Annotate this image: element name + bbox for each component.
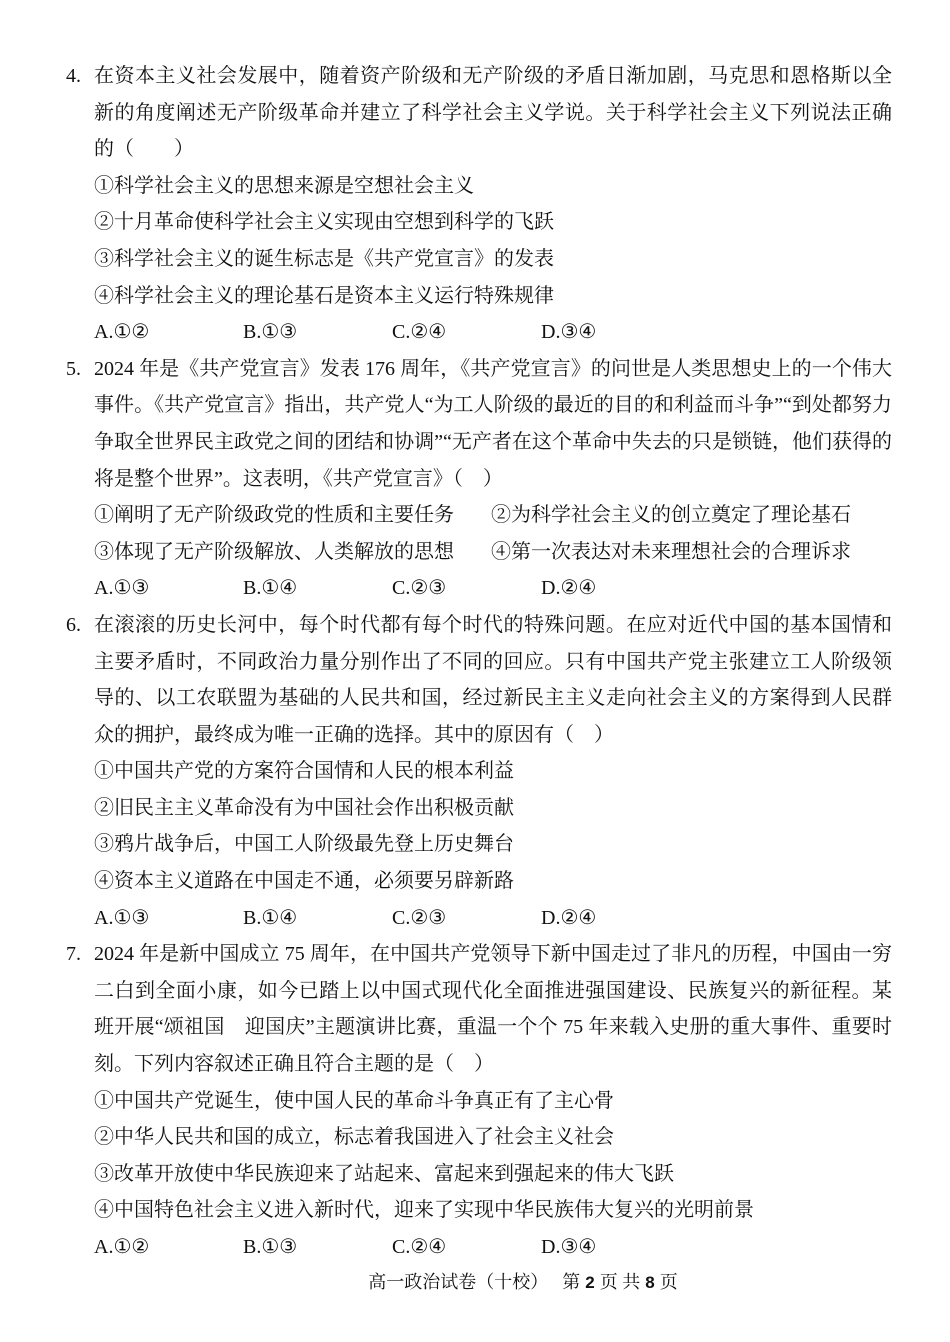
option-b: B.①③ — [243, 321, 298, 344]
statement-line: ③体现了无产阶级解放、人类解放的思想 — [94, 540, 454, 563]
statement-line: ④科学社会主义的理论基石是资本主义运行特殊规律 — [94, 284, 554, 307]
question-number: 4. — [66, 65, 81, 87]
option-b: B.①④ — [243, 906, 298, 929]
answer-options-row — [94, 314, 892, 351]
statement-line: ④第一次表达对未来理想社会的合理诉求 — [491, 540, 851, 563]
statement-line: ①科学社会主义的思想来源是空想社会主义 — [94, 174, 474, 197]
statement-line: ③改革开放使中华民族迎来了站起来、富起来到强起来的伟大飞跃 — [94, 1162, 674, 1185]
question-stem: 在资本主义社会发展中，随着资产阶级和无产阶级的矛盾日渐加剧，马克思和恩格斯以全新的角度阐述无产阶级革命并建立了科学社会主义学说。关于科学社会主义下列说法正确的（ ） — [94, 65, 892, 161]
option-d: D.③④ — [541, 1236, 597, 1258]
statement-line: ④中国特色社会主义进入新时代，迎来了实现中华民族伟大复兴的光明前景 — [94, 1199, 754, 1222]
option-c: C.②④ — [392, 1236, 447, 1258]
page-label-suffix: 页 — [659, 1271, 678, 1292]
statement-line: ②为科学社会主义的创立奠定了理论基石 — [491, 504, 851, 527]
option-b: B.①④ — [243, 577, 298, 600]
option-d: D.②④ — [541, 906, 597, 929]
option-d: D.②④ — [541, 577, 597, 600]
page-footer — [368, 1267, 677, 1298]
question-stem: 2024 年是《共产党宣言》发表 176 周年，《共产党宣言》的问世是人类思想史上的一个伟大事件。《共产党宣言》指出，共产党人“为工人阶级的最近的目的和利益而斗争”“到处都努力争取全世界民主政党之间的团结和协调”“无产者在这个革命中失去的只是锁链，他们获得的将是整个世界”。这表明，《共产党宣言》（ ） — [94, 357, 892, 490]
question-number: 5. — [66, 357, 81, 380]
question-5 — [66, 351, 892, 607]
question-stem: 2024 年是新中国成立 75 周年，在中国共产党领导下新中国走过了非凡的历程，中国由一穷二白到全面小康，如今已踏上以中国式现代化全面推进强国建设、民族复兴的新征程。某班开展“颂祖国 迎国庆”主题演讲比赛，重温一个个 75 年来载入史册的重大事件、重要时刻。下列内容叙述正确且符合主题的是（ ） — [94, 943, 892, 1076]
statement-line: ③科学社会主义的诞生标志是《共产党宣言》的发表 — [94, 247, 554, 270]
question-stem: 在滚滚的历史长河中，每个时代都有每个时代的特殊问题。在应对近代中国的基本国情和主要矛盾时，不同政治力量分别作出了不同的回应。只有中国共产党主张建立工人阶级领导的、以工农联盟为基础的人民共和国，经过新民主主义走向社会主义的方案得到人民群众的拥护，最终成为唯一正确的选择。其中的原因有（ ） — [94, 613, 892, 746]
answer-options-row — [94, 900, 892, 937]
question-number: 6. — [66, 613, 81, 636]
statement-line: ①中国共产党的方案符合国情和人民的根本利益 — [94, 760, 514, 783]
option-a: A.①② — [94, 321, 150, 344]
page-label-prefix: 第 — [562, 1271, 581, 1292]
statement-grid — [94, 497, 892, 570]
page-number: 2 — [585, 1272, 595, 1292]
option-a: A.①③ — [94, 577, 150, 600]
option-c: C.②③ — [392, 906, 447, 929]
statement-line: ②旧民主主义革命没有为中国社会作出积极贡献 — [94, 796, 514, 819]
question-6 — [66, 607, 892, 936]
option-a: A.①② — [94, 1236, 150, 1258]
statement-line: ③鸦片战争后，中国工人阶级最先登上历史舞台 — [94, 833, 514, 856]
option-c: C.②③ — [392, 577, 447, 600]
option-a: A.①③ — [94, 906, 150, 929]
statement-line: ②中华人民共和国的成立，标志着我国进入了社会主义社会 — [94, 1126, 614, 1149]
statement-line: ①中国共产党诞生，使中国人民的革命斗争真正有了主心骨 — [94, 1089, 614, 1112]
answer-options-row — [94, 1229, 892, 1266]
question-4 — [66, 58, 892, 351]
question-7 — [66, 936, 892, 1265]
total-pages: 8 — [645, 1272, 655, 1292]
statement-line: ②十月革命使科学社会主义实现由空想到科学的飞跃 — [94, 211, 554, 234]
answer-options-row — [94, 570, 892, 607]
option-c: C.②④ — [392, 321, 447, 344]
exam-title: 高一政治试卷（十校） — [368, 1271, 549, 1292]
option-d: D.③④ — [541, 321, 597, 344]
page-label-middle: 页 共 — [599, 1271, 641, 1292]
option-b: B.①③ — [243, 1236, 298, 1258]
statement-line: ①阐明了无产阶级政党的性质和主要任务 — [94, 504, 454, 527]
statement-line: ④资本主义道路在中国走不通，必须要另辟新路 — [94, 870, 514, 893]
question-number: 7. — [66, 943, 81, 966]
